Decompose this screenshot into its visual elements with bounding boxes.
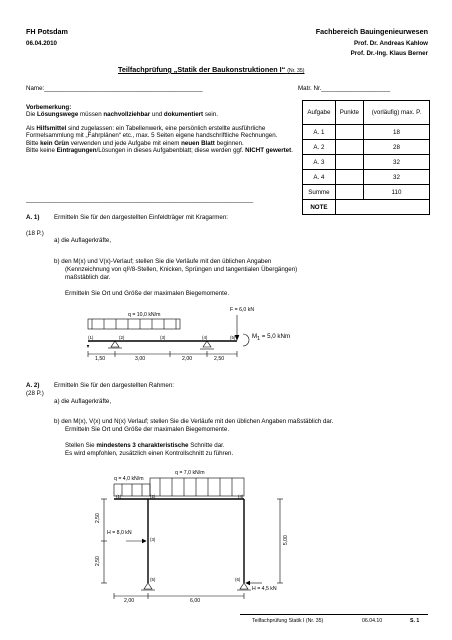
exam-number: (Nr. 35) xyxy=(287,68,305,74)
preface-rule: __________________________________________________________________ xyxy=(26,196,254,203)
preface-heading: Vorbemerkung: xyxy=(26,104,72,111)
task1-b-line1: b) den M(x) und V(x)-Verlauf; stellen Sie die Verläufe mit den üblichen Angaben xyxy=(54,258,272,265)
task2-c2: Es wird empfohlen, zusätzlich einen Kontrollschnitt zu führen. xyxy=(65,450,234,457)
footer-rule xyxy=(240,614,428,615)
exam-date: 06.04.2010 xyxy=(26,40,57,47)
task1-points: (18 P.) xyxy=(26,230,44,237)
frame-dim-label: 5,00 xyxy=(282,535,289,546)
frame-node-label: (3) xyxy=(150,537,156,542)
frame-dim-label: 2,50 xyxy=(94,556,101,567)
score-row-label: A. 1 xyxy=(303,125,336,140)
frame-roller-support-icon xyxy=(240,583,248,589)
page-number: S. 1 xyxy=(410,618,420,624)
moment-label: $M_1 = 5,0$ kNm xyxy=(252,333,291,343)
score-row-max: 28 xyxy=(363,140,429,155)
dim-label: 2,00 xyxy=(182,356,193,362)
score-row-label: A. 4 xyxy=(303,170,336,185)
frame-load-label-q2: q = 7,0 kN/m xyxy=(175,470,205,476)
node-label: (1) xyxy=(88,335,94,340)
institution: FH Potsdam xyxy=(26,27,68,36)
frame-load-label-H1: H = 8,0 kN xyxy=(107,530,132,536)
preface-line1: Die Lösungswege müssen nachvollziehbar und dokumentiert sein. xyxy=(26,111,218,119)
dim-label: 3,00 xyxy=(135,356,146,362)
task1-a: a) die Auflagerkräfte, xyxy=(54,237,112,244)
frame-node-label: (4) xyxy=(238,494,244,499)
exam-title: Teilfachprüfung „Statik der Baukonstruktionen I“ (Nr. 35) xyxy=(118,65,305,74)
preface-entries: Bitte keine Eintragungen/Lösungen in dieses Aufgabenblatt; diese werden ggf. NICHT gewertet. xyxy=(26,147,293,155)
task1-b-line3: maßstäblich dar. xyxy=(65,274,111,281)
score-head-points: Punkte xyxy=(335,101,363,125)
task2-points: (28 P.) xyxy=(26,390,44,397)
examiner-1: Prof. Dr. Andreas Kahlow xyxy=(353,40,428,47)
frame-node-label: (5) xyxy=(150,577,156,582)
footer-text: Teilfachprüfung Statik I (Nr. 35) xyxy=(252,618,324,624)
preface-color: Bitte kein Grün verwenden und jede Aufgabe mit einem neuen Blatt beginnen. xyxy=(26,139,244,147)
dim-label: 1,50 xyxy=(95,356,106,362)
task1-b-line2: (Kennzeichnung von ql²/8-Stellen, Knicken, Sprüngen und tangentialen Übergängen) xyxy=(65,266,298,273)
score-row-max: 110 xyxy=(363,185,429,200)
dim-label: 2,50 xyxy=(214,356,225,362)
task2-label: A. 2) xyxy=(26,382,40,389)
node-label: (3) xyxy=(160,335,166,340)
footer-date: 06.04.10 xyxy=(362,618,383,624)
examiner-2: Prof. Dr.-Ing. Klaus Berner xyxy=(350,50,428,57)
task2-b-line2: Ermitteln Sie Ort und Größe der maximalen Biegemomente. xyxy=(65,426,230,433)
score-head-max: (vorläufig) max. P. xyxy=(363,101,429,125)
score-row-max: 18 xyxy=(363,125,429,140)
frame-node-label: (2) xyxy=(150,494,156,499)
task2-intro: Ermitteln Sie für den dargestellten Rahmen: xyxy=(54,382,175,389)
score-row-label: Summe xyxy=(303,185,336,200)
frame-pin-support-icon xyxy=(144,583,152,589)
frame-load-label-H2: H = 4,5 kN xyxy=(252,586,277,592)
task2-a: a) die Auflagerkräfte, xyxy=(54,398,112,405)
task2-b-line1: b) den M(x), V(x) und N(x) Verlauf; stellen Sie die Verläufe mit den üblichen Angaben maßstäblich dar. xyxy=(54,418,334,425)
department: Fachbereich Bauingenieurwesen xyxy=(315,27,428,36)
score-row-label: A. 3 xyxy=(303,155,336,170)
frame-dim-label: 2,00 xyxy=(124,598,135,604)
score-row-max: 32 xyxy=(363,155,429,170)
frame-node-label: (1) xyxy=(116,494,122,499)
frame-dim-label: 2,50 xyxy=(94,513,101,524)
score-note-label: NOTE xyxy=(303,200,336,215)
task1-c: Ermitteln Sie Ort und Größe der maximalen Biegemomente. xyxy=(65,290,230,297)
node-label: (4) xyxy=(202,335,208,340)
score-row-label: A. 2 xyxy=(303,140,336,155)
name-field: Name:______________________________________________ xyxy=(26,85,203,92)
task2-c1: Stellen Sie mindestens 3 charakteristische Schnitte dar. xyxy=(65,442,225,449)
frame-node-label: (6) xyxy=(235,577,241,582)
frame-dim-label: 6,00 xyxy=(190,598,201,604)
load-label-q: q = 10,0 kN/m xyxy=(128,312,161,318)
load-label-F: F = 6,0 kN xyxy=(230,307,255,313)
node-label: (2) xyxy=(119,335,125,340)
preface-aids: Als Hilfsmittel sind zugelassen: ein Tabellenwerk, eine persönlich erstellte ausführliche Formelsammlung mit „Fahrplänen“ etc., max. 5 Seiten eigene handschriftliche Rechnungen. xyxy=(26,124,278,140)
frame-load-label-q1: q = 4,0 kN/m xyxy=(114,476,144,482)
matr-field: Matr. Nr.____________________ xyxy=(298,85,391,92)
node-label: (5) xyxy=(230,335,236,340)
score-head-task: Aufgabe xyxy=(303,101,336,125)
task1-intro: Ermitteln Sie für den dargestellten Einfeldträger mit Kragarmen: xyxy=(54,214,229,221)
task1-label: A. 1) xyxy=(26,214,40,221)
score-row-max: 32 xyxy=(363,170,429,185)
frame-load-q2 xyxy=(150,478,244,496)
